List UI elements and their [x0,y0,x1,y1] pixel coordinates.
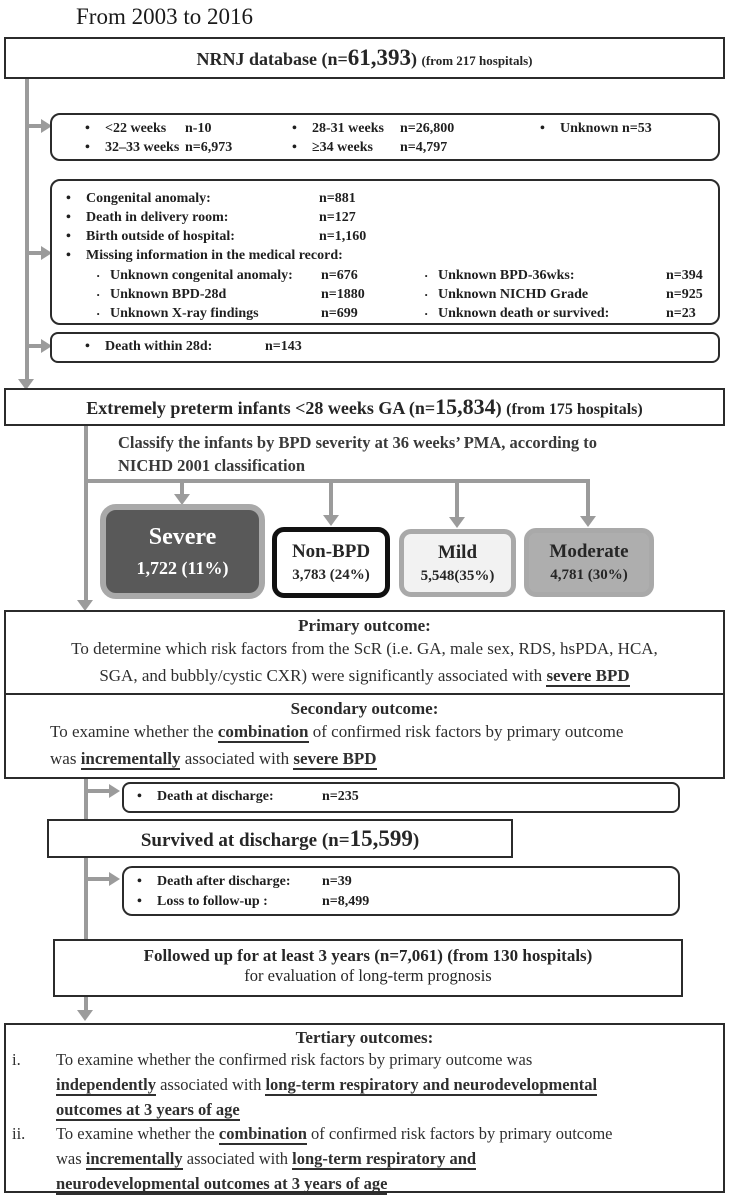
bullet-icon: • [137,894,142,909]
exclusion-item: • Missing information in the medical record: [66,248,343,263]
bullet-icon: • [66,248,71,263]
followed-up-line2: for evaluation of long-term prognosis [244,966,492,985]
flow-line-classification [84,479,590,483]
tertiary-item-ii [6,1122,723,1196]
death-within-28d-box [50,332,720,363]
followed-up-line1: Followed up for at least 3 years (n=7,061) (from 130 hospitals) [143,946,593,965]
tertiary-item-number: ii. [12,1124,26,1144]
nrnj-database-box [4,37,725,79]
preterm-infants-box [4,388,725,426]
weeks-exclusion-box [50,113,720,161]
secondary-outcome-body: To examine whether the combination of confirmed risk factors by primary outcome was incrementally associated with severe BPD [50,722,624,768]
flow-line-branch-death-after [84,877,110,881]
severity-label: Severe [148,524,217,550]
exclusion-item: • Death in delivery room: n=127 [66,210,356,225]
sub-bullet-icon: · [424,306,429,321]
death-at-discharge-box [122,782,680,813]
secondary-outcome-box [4,693,725,779]
flow-line-branch-death-discharge [84,789,110,793]
severity-label: Mild [437,541,478,563]
severity-value: 4,781 (30%) [550,567,628,583]
followed-up-box [53,939,683,997]
arrowhead-down-nonbpd [323,515,339,526]
arrowhead-right-death-after [109,872,120,886]
tertiary-outcomes-box [4,1023,725,1193]
exclusion-item: • Birth outside of hospital: n=1,160 [66,229,367,244]
severity-value: 5,548(35%) [420,567,495,584]
weeks-item: • 28-31 weeks n=26,800 [292,121,455,136]
arrowhead-down-to-tertiary [77,1010,93,1021]
bullet-icon: • [137,874,142,889]
severity-box-severe [100,504,265,599]
severity-box-nonbpd [272,527,390,598]
tertiary-item-body: To examine whether the confirmed risk factors by primary outcome was independently associated with long-term respiratory and neurodevelopmental outcomes at 3 years of age [56,1050,598,1119]
bullet-icon: • [292,140,297,155]
flow-stub-nonbpd [329,483,333,516]
flow-stub-mild [455,483,459,518]
survived-title: Survived at discharge (n=15,599) [140,825,420,851]
tertiary-item-number: i. [12,1050,21,1069]
survived-at-discharge-box [47,819,513,858]
bullet-icon: • [66,191,71,206]
preterm-infants-title: Extremely preterm infants <28 weeks GA (n=15,834) (from 175 hospitals) [86,394,643,419]
exclusion-subitem: · Unknown death or survived: n=23 [424,306,696,321]
death28-item: • Death within 28d: n=143 [85,339,302,354]
bullet-icon: • [137,789,142,804]
nrnj-database-title: NRNJ database (n=61,393) (from 217 hospitals) [196,45,533,70]
bullet-icon: • [85,339,90,354]
severity-label: Non-BPD [291,541,371,562]
arrowhead-down-moderate [580,516,596,527]
death-after-item: • Loss to follow-up : n=8,499 [137,894,370,909]
secondary-outcome-heading: Secondary outcome: [290,699,439,718]
death-after-item: • Death after discharge: n=39 [137,874,352,889]
bullet-icon: • [292,121,297,136]
death-after-discharge-box [122,866,680,916]
severity-label: Moderate [549,541,629,562]
arrowhead-down-mild [449,517,465,528]
exclusion-subitem: · Unknown BPD-28d n=1880 [96,287,365,302]
primary-outcome-box [4,610,725,695]
sub-bullet-icon: · [96,287,101,302]
exclusion-subitem: · Unknown X-ray findings n=699 [96,306,358,321]
weeks-item: • 32–33 weeks n=6,973 [85,140,233,155]
tertiary-outcomes-heading: Tertiary outcomes: [295,1028,434,1047]
bullet-icon: • [85,140,90,155]
weeks-item: • Unknown n=53 [540,121,652,136]
severity-box-mild [399,529,516,597]
clinical-exclusion-box [50,179,720,325]
bullet-icon: • [66,229,71,244]
tertiary-item-i [6,1048,723,1122]
exclusion-subitem: · Unknown BPD-36wks: n=394 [424,268,703,283]
exclusion-subitem: · Unknown congenital anomaly: n=676 [96,268,358,283]
exclusion-item: • Congenital anomaly: n=881 [66,191,356,206]
primary-outcome-body: To determine which risk factors from the ScR (i.e. GA, male sex, RDS, hsPDA, HCA, SGA, and bubbly/cystic CXR) were significantly associated with severe BPD [71,639,658,685]
sub-bullet-icon: · [96,268,101,283]
flow-line-mid-spine [84,426,88,602]
sub-bullet-icon: · [424,287,429,302]
primary-outcome-heading: Primary outcome: [298,616,431,635]
weeks-item: • <22 weeks n-10 [85,121,212,136]
severity-box-moderate [524,528,654,597]
bullet-icon: • [540,121,545,136]
classification-caption: Classify the infants by BPD severity at 36 weeks’ PMA, according to NICHD 2001 classification [118,433,598,476]
exclusion-subitem: · Unknown NICHD Grade n=925 [424,287,703,302]
arrowhead-right-death-discharge [109,784,120,798]
bullet-icon: • [85,121,90,136]
death-discharge-item: • Death at discharge: n=235 [137,789,359,804]
severity-value: 3,783 (24%) [292,567,370,583]
study-period-label: From 2003 to 2016 [76,4,253,29]
sub-bullet-icon: · [96,306,101,321]
weeks-item: • ≥34 weeks n=4,797 [292,140,448,155]
severity-value: 1,722 (11%) [136,558,229,578]
tertiary-item-body: To examine whether the combination of confirmed risk factors by primary outcome was incrementally associated with long-term respiratory and neurodevelopmental outcomes at 3 years of age [56,1124,613,1193]
bullet-icon: • [66,210,71,225]
sub-bullet-icon: · [424,268,429,283]
flow-stub-moderate [586,483,590,517]
